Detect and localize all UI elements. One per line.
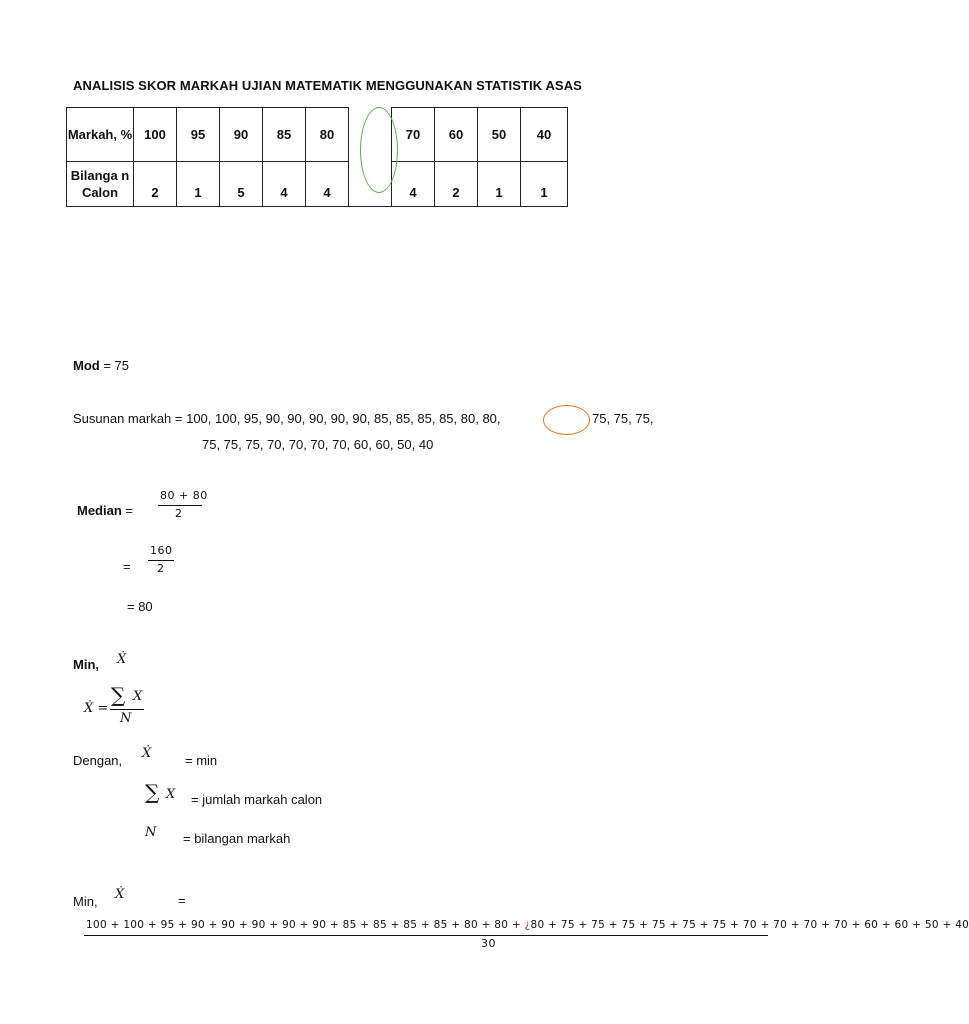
median-numerator-1: 80 + 80 bbox=[160, 489, 208, 502]
calc-numerator-part-a: 100 + 100 + 95 + 90 + 90 + 90 + 90 + 90 + 85 + 85 + 85 + 85 + 80 + 80 + bbox=[86, 919, 525, 931]
def-xbar-symbol: Ẋ bbox=[142, 746, 152, 761]
min-label: Min, bbox=[73, 657, 99, 672]
calc-denominator: 30 bbox=[481, 937, 496, 950]
mark-cell: 60 bbox=[435, 108, 478, 162]
count-cell: 1 bbox=[478, 162, 521, 207]
mark-cell: 95 bbox=[177, 108, 220, 162]
susunan-line-2: 75, 75, 75, 70, 70, 70, 70, 60, 60, 50, 40 bbox=[202, 437, 434, 452]
mark-cell: 50 bbox=[478, 108, 521, 162]
marks-row bbox=[67, 108, 568, 162]
calc-numerator bbox=[86, 919, 969, 931]
mark-cell: 70 bbox=[392, 108, 435, 162]
mark-cell: 90 bbox=[220, 108, 263, 162]
calc-xbar-symbol: Ẋ bbox=[115, 887, 125, 902]
median-fraction-bar-1 bbox=[158, 505, 202, 506]
sigma-symbol: ∑ bbox=[111, 683, 126, 707]
green-ellipse-annotation bbox=[360, 107, 398, 193]
mod-label: Mod bbox=[73, 358, 100, 373]
calc-eq: = bbox=[178, 893, 186, 908]
median-line bbox=[77, 503, 133, 518]
median-result: = 80 bbox=[127, 599, 153, 614]
def-sigma-symbol: ∑ bbox=[145, 780, 160, 804]
median-fraction-bar-2 bbox=[148, 560, 174, 561]
calc-numerator-part-b: 80 + 75 + 75 + 75 + 75 + 75 + 75 + 70 + 70 + 70 + 70 + 60 + 60 + 50 + 40 bbox=[530, 919, 969, 931]
mark-cell: 100 bbox=[134, 108, 177, 162]
xbar-symbol: Ẋ bbox=[117, 652, 127, 667]
formula-denominator: N bbox=[120, 711, 132, 726]
median-denominator-2: 2 bbox=[157, 562, 165, 575]
mod-value: = 75 bbox=[99, 358, 129, 373]
def-sumx-var: X bbox=[166, 787, 176, 802]
mark-cell: 85 bbox=[263, 108, 306, 162]
susunan-line-1: Susunan markah = 100, 100, 95, 90, 90, 90, 90, 90, 85, 85, 85, 85, 80, 80, bbox=[73, 411, 501, 426]
dengan-label: Dengan, bbox=[73, 753, 123, 768]
count-cell: 1 bbox=[521, 162, 568, 207]
susunan-line-1-tail: 75, 75, 75, bbox=[592, 411, 654, 426]
median-eq-2: = bbox=[123, 559, 131, 574]
orange-ellipse-annotation bbox=[543, 405, 590, 435]
count-cell: 2 bbox=[435, 162, 478, 207]
def-n-meaning: = bilangan markah bbox=[183, 831, 291, 846]
median-numerator-2: 160 bbox=[150, 544, 173, 557]
calc-red-char: ¿ bbox=[524, 919, 531, 931]
calc-fraction-bar bbox=[84, 935, 768, 936]
count-cell: 2 bbox=[134, 162, 177, 207]
marks-header-cell: Markah, % bbox=[67, 108, 134, 162]
counts-header-cell: Bilanga n Calon bbox=[67, 162, 134, 207]
median-denominator-1: 2 bbox=[175, 507, 183, 520]
median-label: Median bbox=[77, 503, 122, 518]
count-cell: 4 bbox=[263, 162, 306, 207]
median-eq: = bbox=[121, 503, 134, 518]
count-cell: 5 bbox=[220, 162, 263, 207]
mark-cell: 40 bbox=[521, 108, 568, 162]
def-xbar-meaning: = min bbox=[185, 753, 218, 768]
count-cell: 4 bbox=[306, 162, 349, 207]
formula-numerator-var: X bbox=[133, 689, 143, 704]
def-sumx-meaning: = jumlah markah calon bbox=[191, 792, 323, 807]
document-title: ANALISIS SKOR MARKAH UJIAN MATEMATIK MENGGUNAKAN STATISTIK ASAS bbox=[73, 78, 582, 93]
count-cell: 4 bbox=[392, 162, 435, 207]
mod-line bbox=[73, 358, 129, 373]
def-n-symbol: N bbox=[145, 825, 157, 840]
formula-lhs: Ẋ = bbox=[84, 701, 109, 716]
mark-cell: 80 bbox=[306, 108, 349, 162]
counts-row bbox=[67, 162, 568, 207]
formula-fraction-bar bbox=[110, 709, 144, 710]
score-table bbox=[66, 107, 568, 207]
count-cell: 1 bbox=[177, 162, 220, 207]
calc-label: Min, bbox=[73, 894, 98, 909]
